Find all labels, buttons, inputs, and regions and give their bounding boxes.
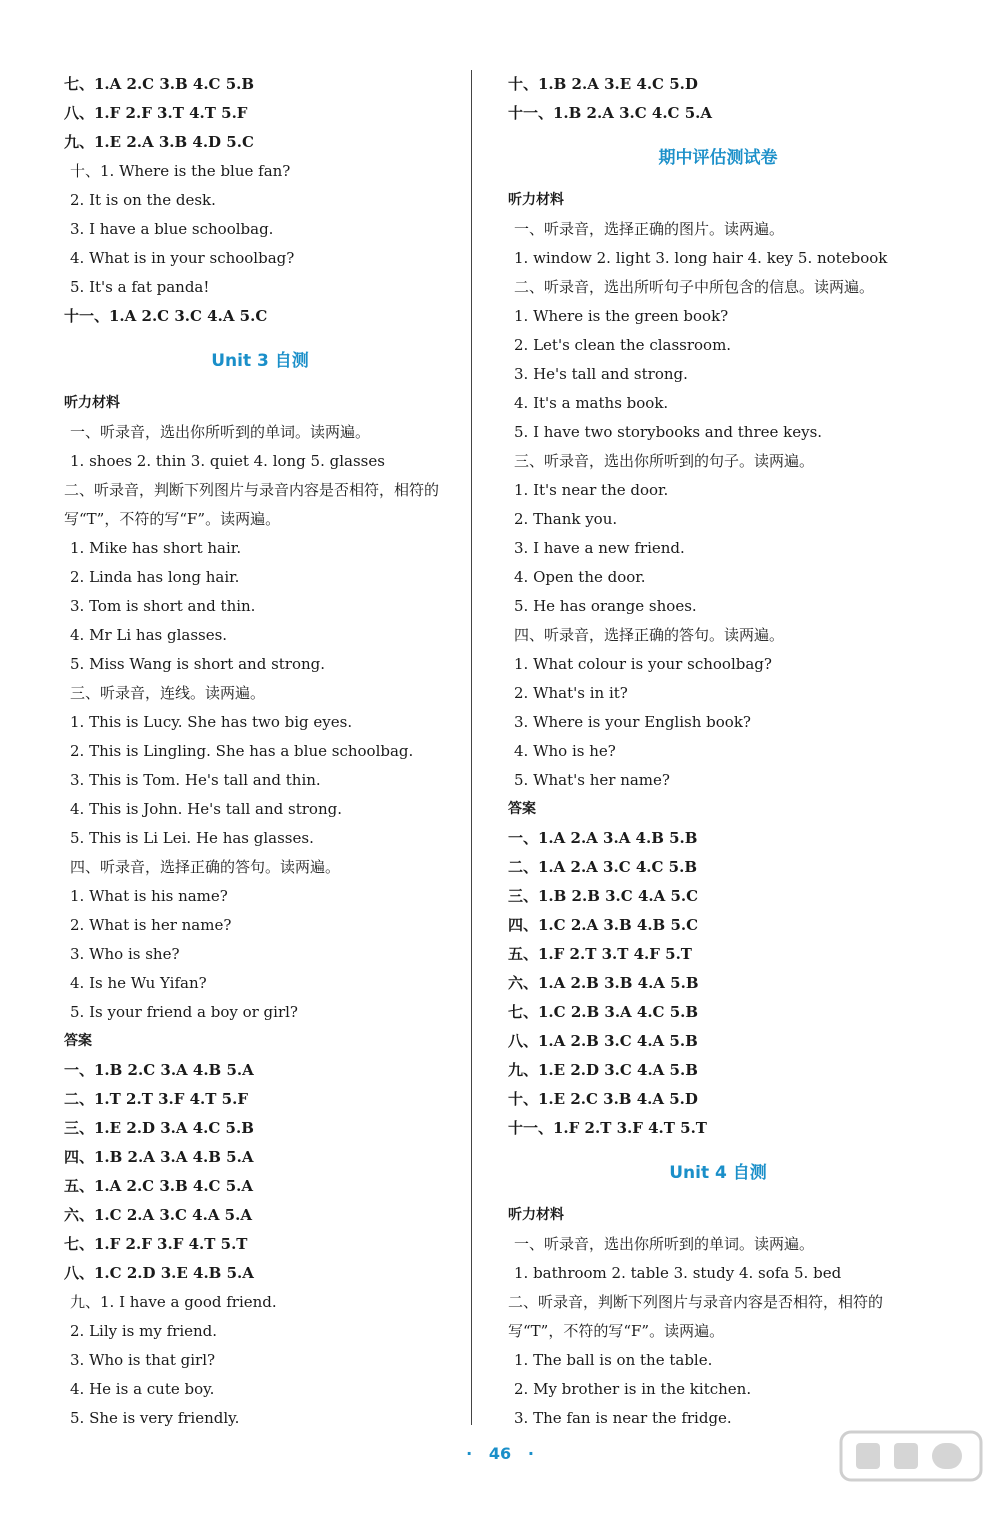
text-line: 1. What is his name? [70,887,228,905]
text-line: 四、听录音，选择正确的答句。读两遍。 [70,858,341,876]
section-title: Unit 4 自测 [669,1163,767,1183]
text-line: 1. Where is the green book? [514,307,729,325]
answer-line: 九、1.E 2.A 3.B 4.D 5.C [64,133,254,151]
subsection-heading: 答案 [64,1033,92,1049]
answer-line: 九、1.E 2.D 3.C 4.A 5.B [508,1061,698,1079]
text-line: 5. He has orange shoes. [514,597,697,615]
text-line: 1. shoes 2. thin 3. quiet 4. long 5. glasses [70,452,385,470]
text-line: 1. The ball is on the table. [514,1351,713,1369]
text-line: 3. Who is she? [70,945,180,963]
answer-line: 六、1.A 2.B 3.B 4.A 5.B [508,974,699,992]
text-line: 四、听录音，选择正确的答句。读两遍。 [514,626,785,644]
subsection-heading: 听力材料 [64,395,120,411]
text-line: 一、听录音，选出你所听到的单词。读两遍。 [70,423,371,441]
answer-line: 八、1.F 2.F 3.T 4.T 5.F [64,104,248,122]
answer-line: 七、1.C 2.B 3.A 4.C 5.B [508,1003,699,1021]
text-line: 3. The fan is near the fridge. [514,1409,732,1427]
text-line: 三、听录音，选出你所听到的句子。读两遍。 [514,452,815,470]
answer-line: 八、1.C 2.D 3.E 4.B 5.A [64,1264,254,1282]
text-line: 5. It's a fat panda! [70,278,210,296]
answer-line: 十一、1.A 2.C 3.C 4.A 5.C [64,307,268,325]
text-line: 三、听录音，连线。读两遍。 [70,684,266,702]
answer-line: 十一、1.B 2.A 3.C 4.C 5.A [508,104,713,122]
text-line: 2. Lily is my friend. [70,1322,218,1340]
text-line: 3. He's tall and strong. [514,365,688,383]
text-line: 3. Where is your English book? [514,713,751,731]
page-dot-left: · [466,1444,473,1463]
text-line: 3. This is Tom. He's tall and thin. [70,771,321,789]
subsection-heading: 答案 [508,801,536,817]
answer-line: 二、1.A 2.A 3.C 4.C 5.B [508,858,698,876]
text-line: 一、听录音，选择正确的图片。读两遍。 [514,220,785,238]
text-line: 3. Tom is short and thin. [70,597,256,615]
text-line: 1. Mike has short hair. [70,539,242,557]
answer-line: 十、1.B 2.A 3.E 4.C 5.D [508,75,698,93]
text-line: 十、1. Where is the blue fan? [70,162,291,180]
text-line: 2. What's in it? [514,684,628,702]
text-line: 4. Who is he? [514,742,616,760]
page-dot-right: · [527,1444,534,1463]
text-line: 1. What colour is your schoolbag? [514,655,772,673]
text-line: 4. It's a maths book. [514,394,669,412]
text-line: 2. Let's clean the classroom. [514,336,732,354]
text-line: 2. It is on the desk. [70,191,216,209]
text-line: 1. bathroom 2. table 3. study 4. sofa 5. bed [514,1264,842,1282]
text-line: 1. window 2. light 3. long hair 4. key 5. notebook [514,249,888,267]
answer-line: 四、1.B 2.A 3.A 4.B 5.A [64,1148,254,1166]
answer-line: 一、1.A 2.A 3.A 4.B 5.B [508,829,698,847]
text-line: 5. I have two storybooks and three keys. [514,423,823,441]
text-line: 5. Is your friend a boy or girl? [70,1003,298,1021]
answer-line: 六、1.C 2.A 3.C 4.A 5.A [64,1206,252,1224]
text-line: 1. This is Lucy. She has two big eyes. [70,713,353,731]
left-column [64,70,456,1433]
answer-line: 七、1.A 2.C 3.B 4.C 5.B [64,75,255,93]
answer-line: 五、1.A 2.C 3.B 4.C 5.A [64,1177,254,1195]
answer-line: 八、1.A 2.B 3.C 4.A 5.B [508,1032,698,1050]
section-title: Unit 3 自测 [211,351,309,371]
text-line: 2. Thank you. [514,510,618,528]
text-line: 二、听录音，选出所听句子中所包含的信息。读两遍。 [514,278,875,296]
text-line: 九、1. I have a good friend. [70,1293,277,1311]
text-line: 1. It's near the door. [514,481,669,499]
text-line: 4. What is in your schoolbag? [70,249,295,267]
text-line: 2. What is her name? [70,916,232,934]
text-line: 5. She is very friendly. [70,1409,240,1427]
instruction-line: 二、听录音，判断下列图片与录音内容是否相符，相符的写“T”，不符的写“F”。读两遍。 [64,481,440,528]
text-line: 4. This is John. He's tall and strong. [70,800,342,818]
instruction-line: 二、听录音，判断下列图片与录音内容是否相符，相符的写“T”，不符的写“F”。读两遍。 [508,1293,884,1340]
text-line: 3. I have a new friend. [514,539,685,557]
text-line: 4. Mr Li has glasses. [70,626,228,644]
text-line: 3. I have a blue schoolbag. [70,220,274,238]
column-divider [471,70,472,1425]
answer-line: 五、1.F 2.T 3.T 4.F 5.T [508,945,692,963]
text-line: 一、听录音，选出你所听到的单词。读两遍。 [514,1235,815,1253]
text-line: 4. Is he Wu Yifan? [70,974,207,992]
answer-line: 十一、1.F 2.T 3.F 4.T 5.T [508,1119,707,1137]
text-line: 5. Miss Wang is short and strong. [70,655,326,673]
text-line: 2. Linda has long hair. [70,568,240,586]
answer-line: 十、1.E 2.C 3.B 4.A 5.D [508,1090,698,1108]
watermark-logo-icon [836,1427,986,1507]
text-line: 5. This is Li Lei. He has glasses. [70,829,314,847]
text-line: 3. Who is that girl? [70,1351,216,1369]
answer-line: 二、1.T 2.T 3.F 4.T 5.F [64,1090,248,1108]
page-number-text: 46 [488,1444,512,1463]
answer-line: 三、1.E 2.D 3.A 4.C 5.B [64,1119,254,1137]
answer-line: 三、1.B 2.B 3.C 4.A 5.C [508,887,699,905]
answer-line: 七、1.F 2.F 3.F 4.T 5.T [64,1235,248,1253]
answer-line: 四、1.C 2.A 3.B 4.B 5.C [508,916,699,934]
right-column [508,70,928,1433]
section-title: 期中评估测试卷 [658,148,778,168]
text-line: 5. What's her name? [514,771,670,789]
text-line: 2. My brother is in the kitchen. [514,1380,752,1398]
text-line: 2. This is Lingling. She has a blue schoolbag. [70,742,414,760]
text-line: 4. Open the door. [514,568,646,586]
answer-line: 一、1.B 2.C 3.A 4.B 5.A [64,1061,254,1079]
text-line: 4. He is a cute boy. [70,1380,215,1398]
subsection-heading: 听力材料 [508,192,564,208]
subsection-heading: 听力材料 [508,1207,564,1223]
